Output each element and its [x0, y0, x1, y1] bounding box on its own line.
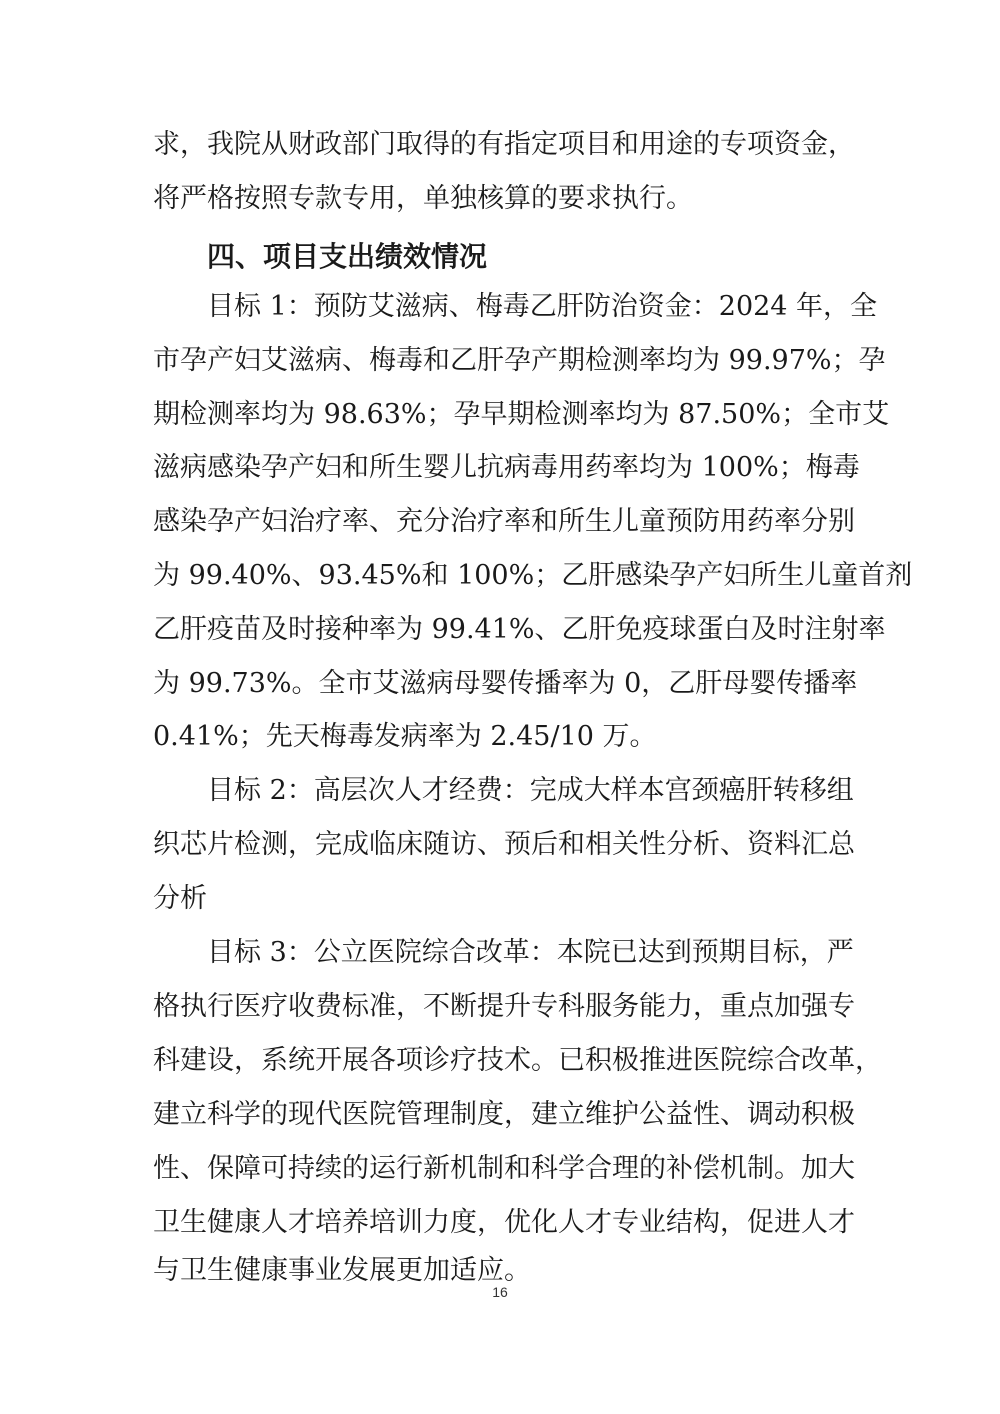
text-line: 目标 3：公立医院综合改革：本院已达到预期目标，严 [207, 937, 854, 968]
section-heading: 四、项目支出绩效情况 [207, 240, 488, 273]
text-line: 乙肝疫苗及时接种率为 99.41%、乙肝免疫球蛋白及时注射率 [153, 614, 886, 645]
text-line: 目标 2：高层次人才经费：完成大样本宫颈癌肝转移组 [207, 775, 854, 806]
text-line: 市孕产妇艾滋病、梅毒和乙肝孕产期检测率均为 99.97%；孕 [153, 345, 886, 376]
text-line: 目标 1：预防艾滋病、梅毒乙肝防治资金：2024 年，全 [207, 291, 878, 322]
text-line: 科建设，系统开展各项诊疗技术。已积极推进医院综合改革， [153, 1045, 882, 1076]
text-line: 分析 [153, 883, 207, 914]
text-line: 求，我院从财政部门取得的有指定项目和用途的专项资金， [153, 129, 855, 160]
text-line: 格执行医疗收费标准，不断提升专科服务能力，重点加强专 [153, 991, 855, 1022]
text-line: 期检测率均为 98.63%；孕早期检测率均为 87.50%；全市艾 [153, 399, 890, 430]
text-line: 性、保障可持续的运行新机制和科学合理的补偿机制。加大 [153, 1153, 855, 1184]
text-line: 为 99.73%。全市艾滋病母婴传播率为 0，乙肝母婴传播率 [153, 668, 858, 699]
text-line: 将严格按照专款专用，单独核算的要求执行。 [153, 183, 693, 214]
text-line: 滋病感染孕产妇和所生婴儿抗病毒用药率均为 100%；梅毒 [153, 452, 860, 483]
text-line: 卫生健康人才培养培训力度，优化人才专业结构，促进人才 [153, 1207, 855, 1238]
text-line: 为 99.40%、93.45%和 100%；乙肝感染孕产妇所生儿童首剂 [153, 560, 913, 591]
page-number: 16 [492, 1284, 508, 1300]
text-line: 与卫生健康事业发展更加适应。 [153, 1255, 531, 1286]
text-line: 织芯片检测，完成临床随访、预后和相关性分析、资料汇总 [153, 829, 855, 860]
text-line: 建立科学的现代医院管理制度，建立维护公益性、调动积极 [153, 1099, 855, 1130]
text-line: 感染孕产妇治疗率、充分治疗率和所生儿童预防用药率分别 [153, 506, 855, 537]
text-line: 0.41%；先天梅毒发病率为 2.45/10 万。 [153, 721, 657, 752]
